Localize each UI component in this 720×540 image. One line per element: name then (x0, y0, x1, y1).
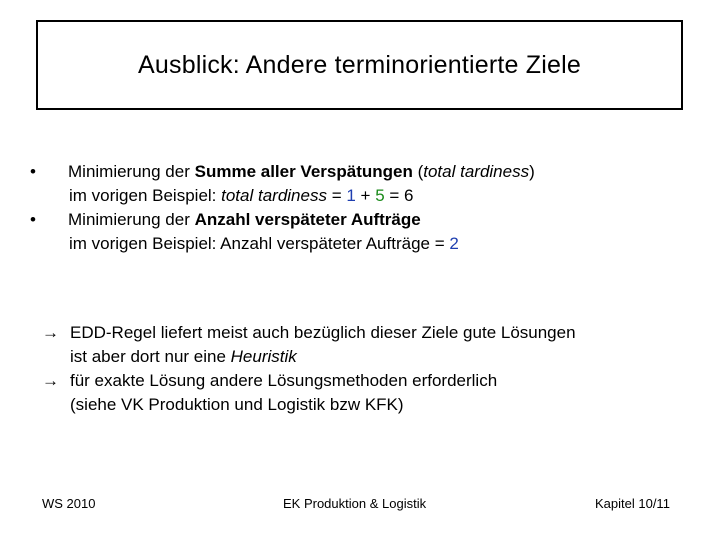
footer-chapter: Kapitel 10/11 (595, 496, 670, 511)
bullet-subline (30, 232, 690, 256)
text: + (355, 186, 376, 205)
bullet-line (68, 160, 535, 184)
text: Minimierung der (68, 210, 195, 229)
bullet-item (30, 160, 690, 208)
bullet-marker: • (30, 210, 36, 229)
text: im vorigen Beispiel: (69, 186, 222, 205)
text: ( (412, 162, 424, 181)
conclusion-list (42, 321, 702, 417)
value-green: 5 (375, 186, 385, 205)
text: = 6 (384, 186, 414, 205)
arrow-right-icon: → (42, 371, 59, 390)
text: ) (529, 162, 535, 181)
value-blue: 1 (346, 186, 356, 205)
conclusion-line: EDD-Regel liefert meist auch bezüglich dieser Ziele gute Lösungen (70, 323, 576, 342)
conclusion-line: für exakte Lösung andere Lösungsmethoden erforderlich (70, 371, 498, 390)
italic-text: total tardiness (423, 162, 530, 181)
arrow-right-icon: → (42, 323, 59, 342)
conclusion-item (42, 369, 702, 417)
conclusion-subline: (siehe VK Produktion und Logistik bzw KFK) (70, 395, 404, 414)
text: im vorigen Beispiel: Anzahl verspäteter Aufträge = (69, 234, 450, 253)
text: ist aber dort nur eine (70, 347, 231, 366)
text: = (326, 186, 347, 205)
title-box (36, 20, 683, 110)
bullet-item (30, 208, 690, 256)
value-blue: 2 (449, 234, 459, 253)
italic-text: total tardiness (221, 186, 327, 205)
text: Minimierung der (68, 162, 195, 181)
italic-text: Heuristik (230, 347, 297, 366)
slide-title: Ausblick: Andere terminorientierte Ziele (138, 50, 581, 79)
bullet-subline (30, 184, 690, 208)
bullet-line (68, 208, 421, 232)
footer-course: EK Produktion & Logistik (283, 496, 427, 511)
bullet-list (30, 160, 690, 256)
bullet-marker: • (30, 162, 36, 181)
footer-semester: WS 2010 (42, 496, 96, 511)
bold-text: Summe aller Verspätungen (194, 162, 413, 181)
conclusion-subline (42, 345, 702, 369)
conclusion-item (42, 321, 702, 369)
bold-text: Anzahl verspäteter Aufträge (194, 210, 421, 229)
